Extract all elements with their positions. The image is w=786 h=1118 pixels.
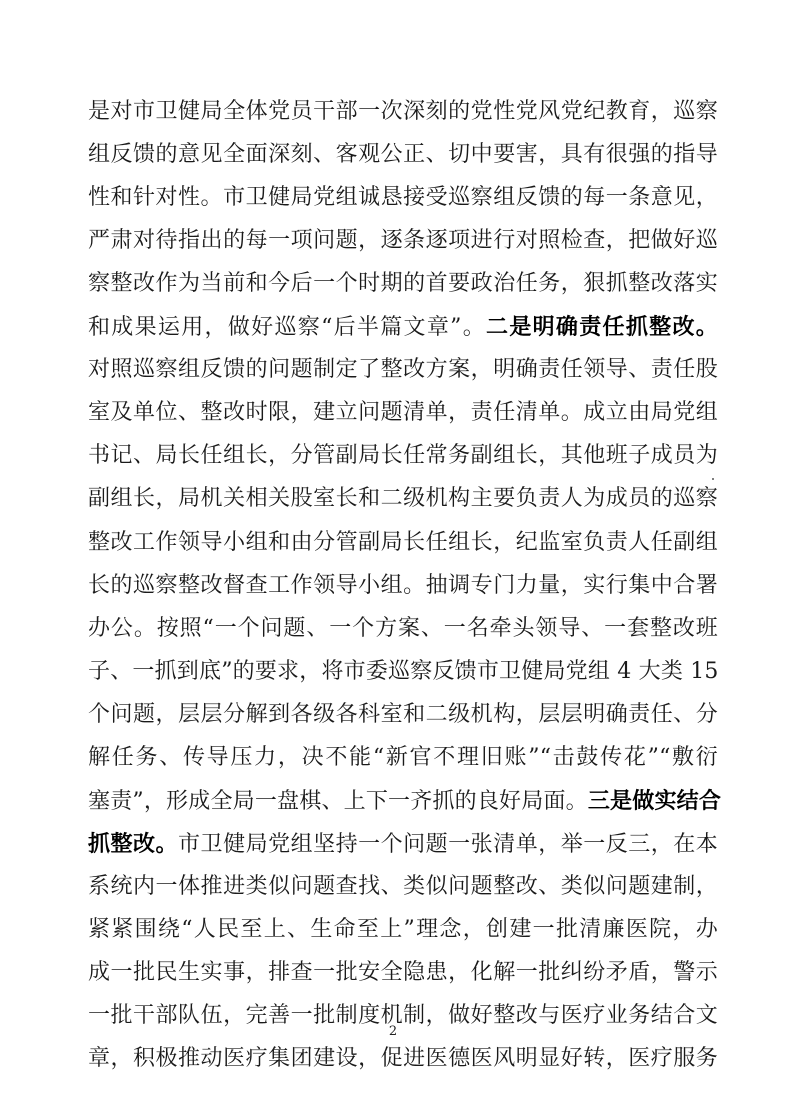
bold-heading-text: 三是做实结合 (587, 787, 722, 814)
line-text: 副组长，局机关相关股室长和二级机构主要负责人为成员的巡察 (88, 486, 718, 512)
line-text: 严肃对待指出的每一项问题，逐条逐项进行对照检查，把做好巡 (88, 228, 718, 254)
scan-speck (712, 478, 714, 480)
line-text: 章，积极推动医疗集团建设，促进医德医风明显好转，医疗服务 (88, 1046, 718, 1072)
line-text: 塞责”，形成全局一盘棋、上下一齐抓的良好局面。 (88, 788, 588, 814)
line-text: 组反馈的意见全面深刻、客观公正、切中要害，具有很强的指导 (88, 142, 718, 168)
line-text: 和成果运用，做好巡察“后半篇文章”。 (88, 315, 487, 341)
line-text: 整改工作领导小组和由分管副局长任组长，纪监室负责人任副组 (88, 529, 718, 555)
line-text: 对照巡察组反馈的问题制定了整改方案，明确责任领导、责任股 (88, 357, 718, 383)
line-text: 察整改作为当前和今后一个时期的首要政治任务，狠抓整改落实 (88, 271, 718, 297)
line-text: 紧紧围绕“人民至上、生命至上”理念，创建一批清廉医院，办 (88, 916, 718, 942)
line-text: 一批干部队伍，完善一批制度机制，做好整改与医疗业务结合文 (88, 1003, 718, 1029)
line-text: 室及单位、整改时限，建立问题清单，责任清单。成立由局党组 (88, 400, 718, 426)
text-line (88, 1033, 718, 1085)
bold-heading-text: 二是明确责任抓整改。 (486, 314, 718, 341)
line-text: 系统内一体推进类似问题查找、类似问题整改、类似问题建制， (88, 873, 718, 899)
line-text: 市卫健局党组坚持一个问题一张清单，举一反三，在本 (178, 831, 718, 857)
bold-heading-text: 抓整改。 (88, 830, 179, 857)
line-text: 长的巡察整改督查工作领导小组。抽调专门力量，实行集中合署 (88, 572, 718, 598)
line-text: 解任务、传导压力，决不能“新官不理旧账”“击鼓传花”“敷衍 (88, 744, 718, 770)
page-number: 2 (388, 1024, 398, 1039)
line-text: 个问题，层层分解到各级各科室和二级机构，层层明确责任、分 (88, 701, 718, 727)
line-text: 子、一抓到底”的要求，将市委巡察反馈市卫健局党组 4 大类 15 (88, 658, 719, 684)
line-text: 书记、局长任组长，分管副局长任常务副组长，其他班子成员为 (88, 443, 718, 469)
line-text: 办公。按照“一个问题、一个方案、一名牵头领导、一套整改班 (88, 615, 718, 641)
line-text: 是对市卫健局全体党员干部一次深刻的党性党风党纪教育，巡察 (88, 99, 718, 124)
line-text: 成一批民生实事，排查一批安全隐患，化解一批纠纷矛盾，警示 (88, 960, 718, 985)
line-text: 性和针对性。市卫健局党组诚恳接受巡察组反馈的每一条意见， (88, 185, 718, 211)
